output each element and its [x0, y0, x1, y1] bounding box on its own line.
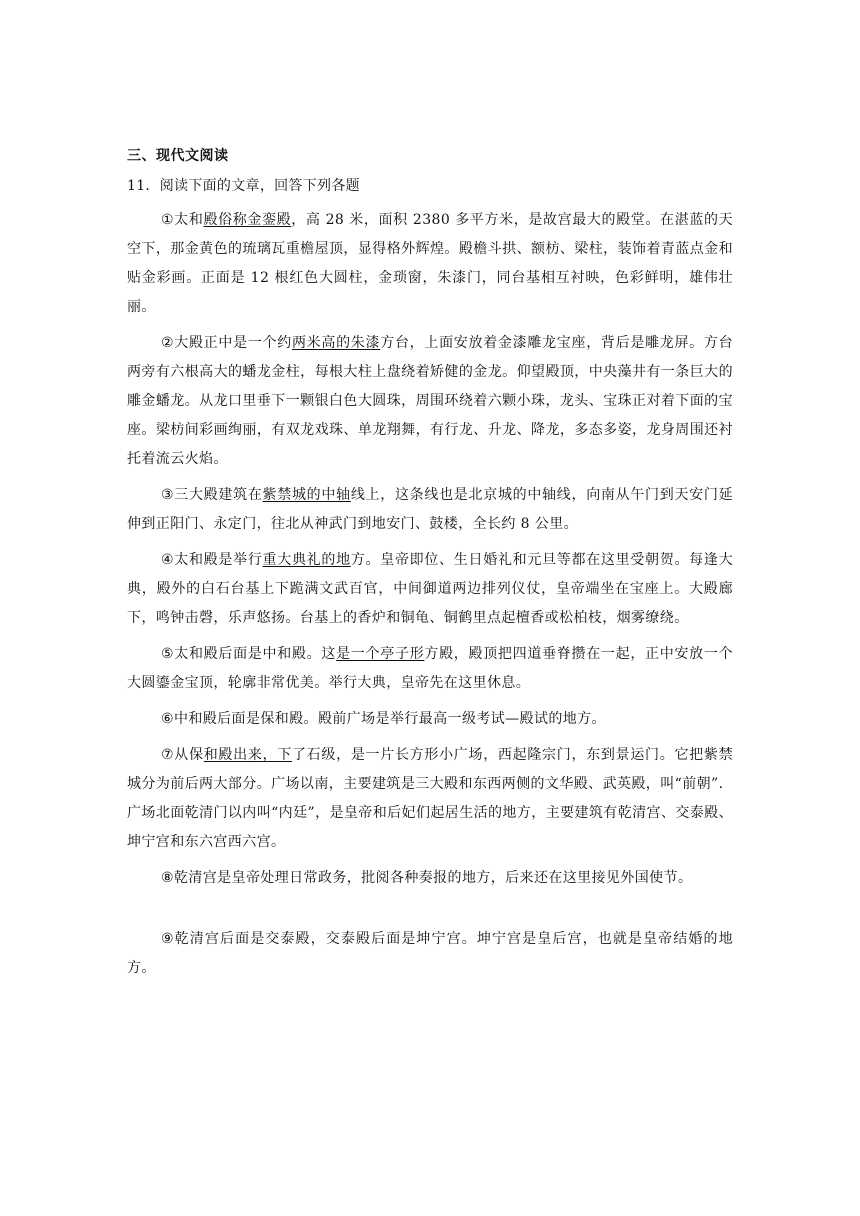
paragraph-text: 太和殿后面是中和殿。这: [173, 646, 337, 662]
paragraph-1: [127, 206, 733, 322]
underlined-text: 殿俗称金銮殿: [203, 212, 292, 228]
paragraph-3: [127, 481, 733, 539]
paragraph-8: [127, 864, 733, 893]
paragraph-9: [127, 925, 733, 983]
paragraph-number: ⑦: [161, 747, 174, 763]
question-prompt: 11．阅读下面的文章，回答下列各题: [127, 178, 360, 194]
section-title: 三、现代文阅读: [127, 148, 229, 164]
paragraph-text: 中和殿后面是保和殿。殿前广场是举行最高一级考试—殿试的地方。: [173, 711, 606, 727]
underlined-text: 和殿出来，下: [203, 747, 292, 763]
paragraph-number: ⑨: [161, 931, 174, 947]
paragraph-number: ⑧: [161, 870, 174, 886]
underlined-text: 两米高的朱漆: [291, 335, 381, 351]
paragraph-7: [127, 741, 733, 857]
paragraph-text: 乾清宫是皇帝处理日常政务，批阅各种奏报的地方，后来还在这里接见外国使节。: [173, 870, 693, 886]
paragraph-number: ⑤: [161, 646, 174, 662]
paragraph-number: ①: [161, 212, 174, 228]
paragraph-text: 太和: [173, 212, 204, 228]
paragraph-number: ⑥: [161, 711, 174, 727]
paragraph-text: 了石级，是一片长方形小广场，西起隆宗门，东到景运门。它把紫禁城分为前后两大部分。广场以南，主要建筑是三大殿和东西两侧的文华殿、武英殿，叫“前朝”．广场北面乾清门以内叫“内廷”，是皇帝和后妃们起居生活的地方，主要建筑有乾清宫、交泰殿、坤宁宫和东六宫西六宫。: [127, 747, 733, 850]
paragraph-text: 方殿，殿顶把四道垂脊攒在一起，正中安放一个大圆鎏金宝顶，轮廓非常优美。举行大典，皇帝先在这里休息。: [127, 646, 733, 691]
paragraph-6: [127, 705, 733, 734]
paragraph-text: 太和殿是举行: [173, 552, 263, 568]
paragraph-2: [127, 329, 733, 474]
paragraph-text: 乾清宫后面是交泰殿，交泰殿后面是坤宁宫。坤宁宫是皇后宫，也就是皇帝结婚的地方。: [127, 931, 733, 976]
paragraph-text: 三大殿建筑在: [173, 487, 263, 503]
document-content: [127, 146, 733, 990]
paragraph-number: ③: [161, 487, 174, 503]
paragraph-5: [127, 640, 733, 698]
paragraph-text: ，高 28 米，面积 2380 多平方米，是故宫最大的殿堂。在湛蓝的天空下，那金黄色的琉璃瓦重檐屋顶，显得格外辉煌。殿檐斗拱、额枋、梁柱，装饰着青蓝点金和贴金彩画。正面是 12 根红色大圆柱，金琐窗，朱漆门，同台基相互衬映，色彩鲜明，雄伟壮丽。: [127, 212, 733, 315]
paragraph-number: ④: [161, 552, 174, 568]
paragraph-text: 线上，这条线也是北京城的中轴线，向南从午门到天安门延伸到正阳门、永定门，往北从神武门到地安门、鼓楼，全长约 8 公里。: [127, 487, 734, 532]
paragraph-4: [127, 546, 733, 633]
underlined-text: 紫禁城的中轴: [262, 487, 351, 503]
underlined-text: 是一个亭子形: [336, 646, 425, 662]
paragraph-text: 大殿正中是一个约: [173, 335, 292, 351]
paragraph-text: 从保: [173, 747, 204, 763]
paragraph-text: 方台，上面安放着金漆雕龙宝座，背后是雕龙屏。方台两旁有六根高大的蟠龙金柱，每根大柱上盘绕着矫健的金龙。仰望殿顶，中央藻井有一条巨大的雕金蟠龙。从龙口里垂下一颗银白色大圆珠，周围环绕着六颗小珠，龙头、宝珠正对着下面的宝座。梁枋间彩画绚丽，有双龙戏珠、单龙翔舞，有行龙、升龙、降龙，多态多姿，龙身周围还衬托着流云火焰。: [127, 335, 734, 467]
underlined-text: 重大典礼的地: [262, 552, 351, 568]
paragraph-number: ②: [161, 335, 174, 351]
paragraph-text: 方。皇帝即位、生日婚礼和元旦等都在这里受朝贺。每逢大典，殿外的白石台基上下跪满文武百官，中间御道两边排列仪仗，皇帝端坐在宝座上。大殿廊下，鸣钟击磬，乐声悠扬。台基上的香炉和铜龟、铜鹤里点起檀香或松柏枝，烟雾缭绕。: [127, 552, 734, 626]
